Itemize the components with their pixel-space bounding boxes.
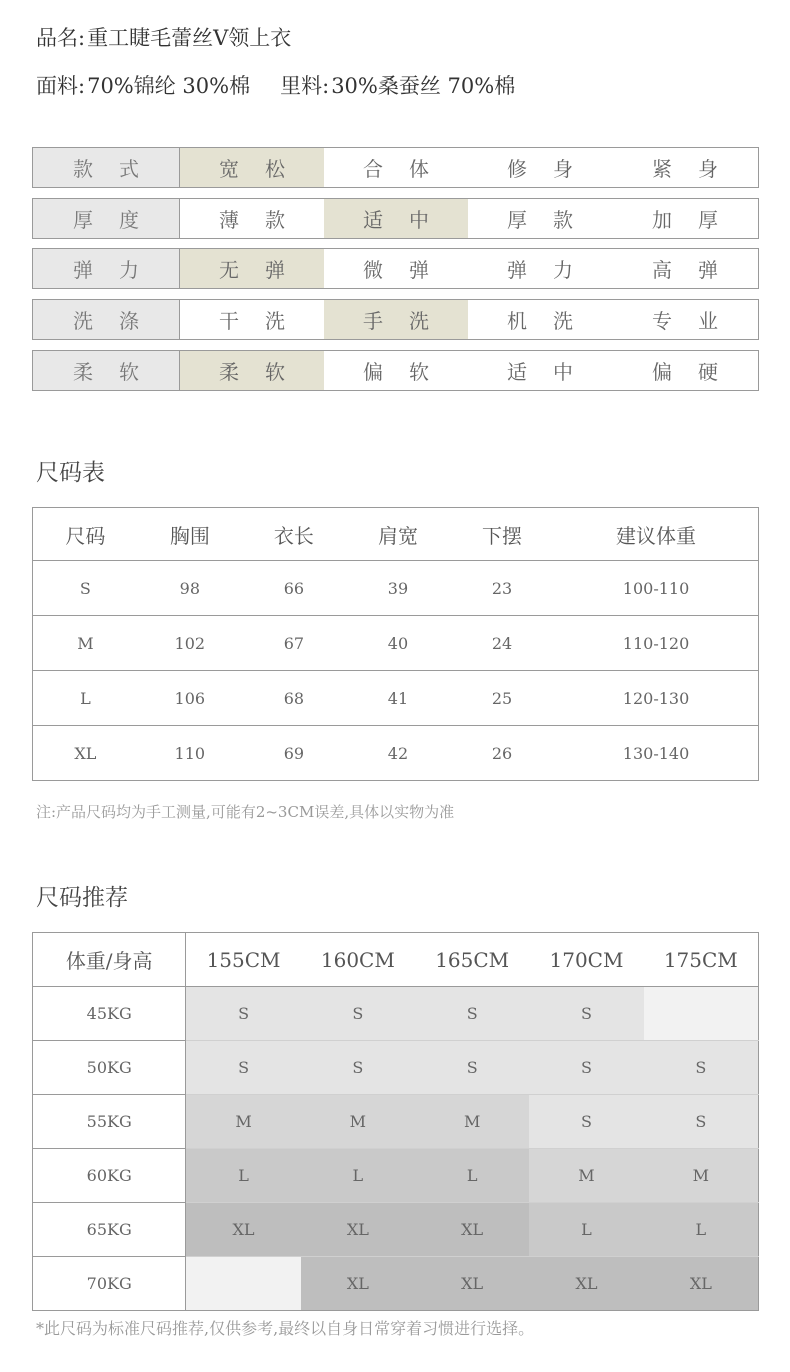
attribute-option: 厚款 xyxy=(507,208,599,232)
height-header: 160CM xyxy=(301,933,415,987)
recommended-size-cell: L xyxy=(186,1149,301,1203)
recommended-size-cell: S xyxy=(301,1041,415,1095)
recommended-size-cell: S xyxy=(186,987,301,1041)
size-chart-cell: 69 xyxy=(242,726,346,781)
size-chart-row xyxy=(33,561,759,616)
size-recommendation-title: 尺码推荐 xyxy=(36,885,128,911)
size-chart-cell: 66 xyxy=(242,561,346,616)
size-chart-cell: 67 xyxy=(242,616,346,671)
recommended-size-cell: XL xyxy=(529,1257,643,1311)
recommended-size-cell: M xyxy=(529,1149,643,1203)
recommended-size-cell: S xyxy=(301,987,415,1041)
size-chart-cell: 26 xyxy=(450,726,554,781)
size-chart-cell: 120-130 xyxy=(554,671,758,726)
size-chart-title: 尺码表 xyxy=(36,460,105,486)
attribute-option: 薄款 xyxy=(219,208,311,232)
size-chart-cell: 23 xyxy=(450,561,554,616)
size-chart-header: 衣长 xyxy=(242,508,346,561)
attribute-option: 弹力 xyxy=(507,258,599,282)
recommendation-footnote: *此尺码为标准尺码推荐,仅供参考,最终以自身日常穿着习惯进行选择。 xyxy=(36,1319,535,1338)
size-recommendation-table xyxy=(32,932,759,1311)
size-chart-cell: 41 xyxy=(346,671,450,726)
recommended-size-cell: M xyxy=(186,1095,301,1149)
attribute-option: 偏硬 xyxy=(652,360,744,384)
attribute-option-selected: 适中 xyxy=(324,199,468,238)
recommendation-corner-header: 体重/身高 xyxy=(33,933,186,987)
size-chart-cell: 130-140 xyxy=(554,726,758,781)
attribute-option: 机洗 xyxy=(507,309,599,333)
size-chart-row xyxy=(33,616,759,671)
product-name-line xyxy=(36,22,291,52)
product-name-value: 重工睫毛蕾丝V领上衣 xyxy=(87,26,292,50)
size-chart-table xyxy=(32,507,759,781)
recommended-size-cell: M xyxy=(301,1095,415,1149)
fabric-label: 面料: xyxy=(36,74,86,98)
recommended-size-cell: S xyxy=(415,987,529,1041)
height-header: 170CM xyxy=(529,933,643,987)
measurement-note: 注:产品尺码均为手工测量,可能有2~3CM误差,具体以实物为准 xyxy=(36,803,455,821)
attribute-option-selected: 无弹 xyxy=(180,249,324,288)
height-header: 155CM xyxy=(186,933,301,987)
fabric-value: 70%锦纶 30%棉 xyxy=(87,74,251,98)
size-chart-header: 尺码 xyxy=(33,508,138,561)
recommended-size-cell: S xyxy=(644,1041,759,1095)
size-chart-header: 建议体重 xyxy=(554,508,758,561)
size-chart-header: 肩宽 xyxy=(346,508,450,561)
attribute-label: 厚度 xyxy=(33,199,180,238)
recommendation-row xyxy=(33,1095,759,1149)
attribute-option-selected: 柔软 xyxy=(180,351,324,390)
weight-label: 50KG xyxy=(33,1041,186,1095)
attribute-label: 款式 xyxy=(33,148,180,187)
attribute-row xyxy=(32,350,759,391)
size-chart-cell: L xyxy=(33,671,138,726)
size-chart-cell: 98 xyxy=(138,561,242,616)
recommended-size-cell: S xyxy=(415,1041,529,1095)
size-chart-cell: 39 xyxy=(346,561,450,616)
attribute-row xyxy=(32,147,759,188)
size-chart-cell: 68 xyxy=(242,671,346,726)
attribute-label: 洗涤 xyxy=(33,300,180,339)
size-chart-cell: 24 xyxy=(450,616,554,671)
size-chart-cell: 25 xyxy=(450,671,554,726)
lining-label: 里料: xyxy=(280,74,330,98)
weight-label: 70KG xyxy=(33,1257,186,1311)
attribute-option: 合体 xyxy=(363,157,455,181)
recommendation-row xyxy=(33,1257,759,1311)
size-chart-cell: 42 xyxy=(346,726,450,781)
recommended-size-cell: S xyxy=(529,1095,643,1149)
recommendation-header-row xyxy=(33,933,759,987)
size-chart-row xyxy=(33,671,759,726)
recommended-size-cell: M xyxy=(644,1149,759,1203)
recommended-size-cell: L xyxy=(301,1149,415,1203)
attribute-label: 弹力 xyxy=(33,249,180,288)
attribute-option: 修身 xyxy=(507,157,599,181)
attribute-option: 微弹 xyxy=(363,258,455,282)
size-chart-header: 胸围 xyxy=(138,508,242,561)
recommended-size-cell: XL xyxy=(301,1257,415,1311)
recommended-size-cell: S xyxy=(644,1095,759,1149)
recommended-size-cell: L xyxy=(415,1149,529,1203)
attribute-option: 加厚 xyxy=(652,208,744,232)
recommended-size-cell xyxy=(186,1257,301,1311)
weight-label: 45KG xyxy=(33,987,186,1041)
size-chart-cell: 40 xyxy=(346,616,450,671)
size-chart-cell: S xyxy=(33,561,138,616)
recommendation-row xyxy=(33,1203,759,1257)
attribute-option: 适中 xyxy=(507,360,599,384)
product-name-label: 品名: xyxy=(36,26,86,50)
size-chart-header-row xyxy=(33,508,759,561)
attribute-row xyxy=(32,299,759,340)
recommendation-row xyxy=(33,987,759,1041)
size-chart-cell: M xyxy=(33,616,138,671)
size-chart-cell: XL xyxy=(33,726,138,781)
attribute-label: 柔软 xyxy=(33,351,180,390)
weight-label: 60KG xyxy=(33,1149,186,1203)
recommended-size-cell: XL xyxy=(186,1203,301,1257)
size-chart-cell: 100-110 xyxy=(554,561,758,616)
size-chart-row xyxy=(33,726,759,781)
recommendation-row xyxy=(33,1041,759,1095)
size-chart-cell: 106 xyxy=(138,671,242,726)
attribute-option: 专业 xyxy=(652,309,744,333)
weight-label: 65KG xyxy=(33,1203,186,1257)
recommended-size-cell: S xyxy=(529,1041,643,1095)
attribute-option: 偏软 xyxy=(363,360,455,384)
attribute-option: 高弹 xyxy=(652,258,744,282)
recommended-size-cell: XL xyxy=(301,1203,415,1257)
attribute-option: 干洗 xyxy=(219,309,311,333)
lining-value: 30%桑蚕丝 70%棉 xyxy=(331,74,516,98)
attribute-option-selected: 宽松 xyxy=(180,148,324,187)
recommended-size-cell: S xyxy=(186,1041,301,1095)
recommended-size-cell: XL xyxy=(415,1203,529,1257)
size-chart-header: 下摆 xyxy=(450,508,554,561)
recommended-size-cell: XL xyxy=(415,1257,529,1311)
recommended-size-cell: XL xyxy=(644,1257,759,1311)
size-chart-cell: 102 xyxy=(138,616,242,671)
recommended-size-cell: L xyxy=(529,1203,643,1257)
size-chart-cell: 110 xyxy=(138,726,242,781)
height-header: 165CM xyxy=(415,933,529,987)
recommended-size-cell: L xyxy=(644,1203,759,1257)
attribute-row xyxy=(32,248,759,289)
attribute-option: 紧身 xyxy=(652,157,744,181)
attribute-row xyxy=(32,198,759,239)
height-header: 175CM xyxy=(644,933,759,987)
recommended-size-cell: M xyxy=(415,1095,529,1149)
recommended-size-cell: S xyxy=(529,987,643,1041)
weight-label: 55KG xyxy=(33,1095,186,1149)
size-chart-cell: 110-120 xyxy=(554,616,758,671)
attribute-option-selected: 手洗 xyxy=(324,300,468,339)
recommended-size-cell xyxy=(644,987,759,1041)
recommendation-row xyxy=(33,1149,759,1203)
material-line xyxy=(36,70,515,100)
